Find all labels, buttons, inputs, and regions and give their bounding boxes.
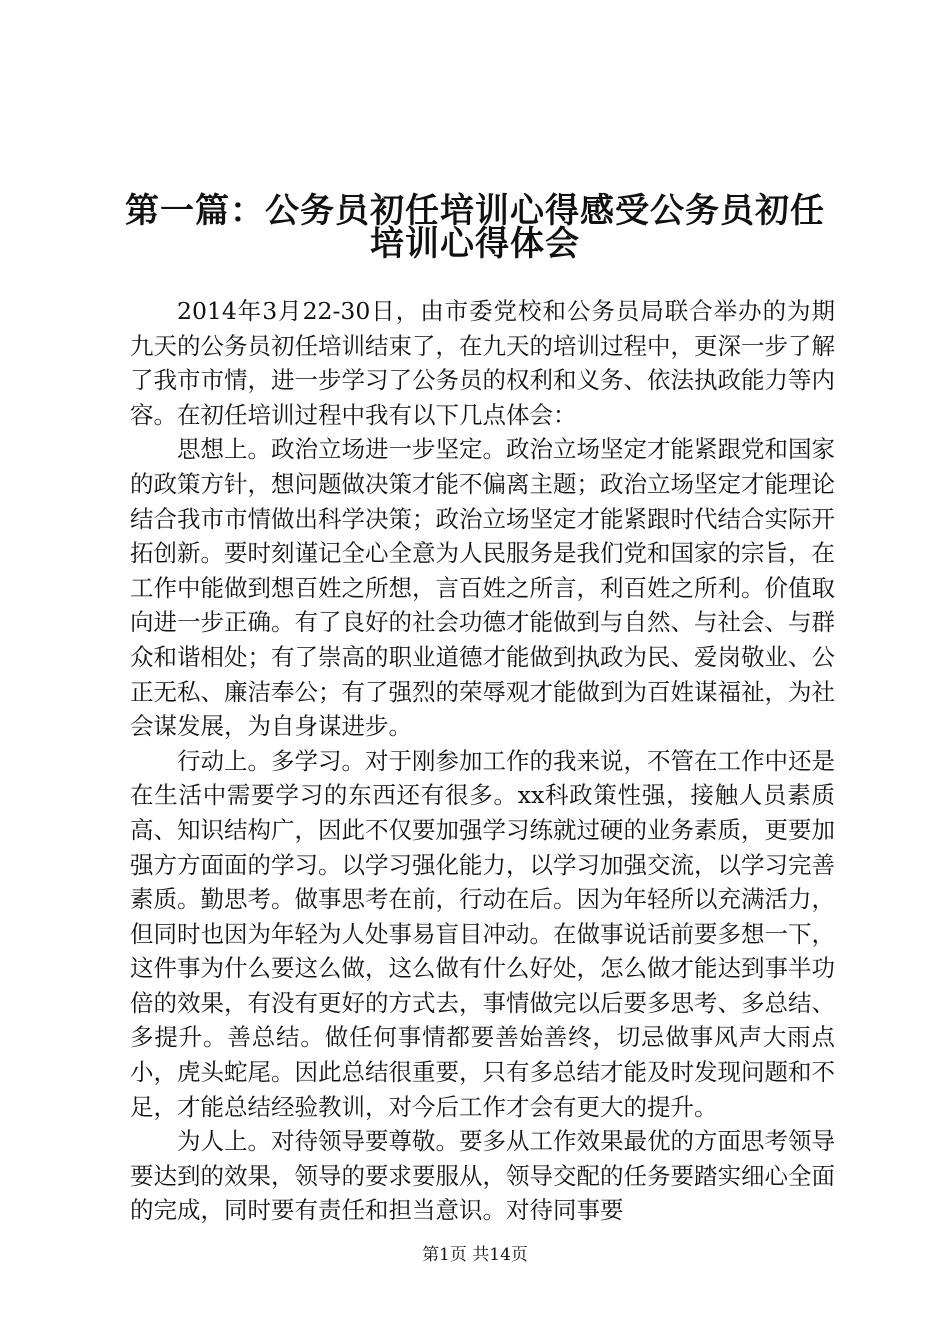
document-body	[130, 294, 835, 1228]
page-footer: 第1页 共14页	[422, 1245, 528, 1265]
paragraph-thought: 思想上。政治立场进一步坚定。政治立场坚定才能紧跟党和国家的政策方针，想问题做决策才能不偏离主题；政治立场坚定才能理论结合我市市情做出科学决策；政治立场坚定才能紧跟时代结合实际开拓创新。要时刻谨记全心全意为人民服务是我们党和国家的宗旨，在工作中能做到想百姓之所想，言百姓之所言，利百姓之所利。价值取向进一步正确。有了良好的社会功德才能做到与自然、与社会、与群众和谐相处；有了崇高的职业道德才能做到执政为民、爱岗敬业、公正无私、廉洁奉公；有了强烈的荣辱观才能做到为百姓谋福祉，为社会谋发展，为自身谋进步。	[130, 435, 835, 741]
paragraph-intro: 2014年3月22-30日，由市委党校和公务员局联合举办的为期九天的公务员初任培训结束了，在九天的培训过程中，更深一步了解了我市市情，进一步学习了公务员的权利和义务、依法执政能力等内容。在初任培训过程中我有以下几点体会：	[130, 297, 835, 429]
document-title-line-2: 培训心得体会	[370, 224, 580, 264]
paragraph-action: 行动上。多学习。对于刚参加工作的我来说，不管在工作中还是在生活中需要学习的东西还有很多。xx科政策性强，接触人员素质高、知识结构广，因此不仅要加强学习练就过硬的业务素质，更要加强方方面面的学习。以学习强化能力，以学习加强交流，以学习完善素质。勤思考。做事思考在前，行动在后。因为年轻所以充满活力，但同时也因为年轻为人处事易盲目冲动。在做事说话前要多想一下，这件事为什么要这么做，这么做有什么好处，怎么做才能达到事半功倍的效果，有没有更好的方式去，事情做完以后要多思考、多总结、多提升。善总结。做任何事情都要善始善终，切忌做事风声大雨点小，虎头蛇尾。因此总结很重要，只有多总结才能及时发现问题和不足，才能总结经验教训，对今后工作才会有更大的提升。	[130, 746, 835, 1121]
paragraph-conduct: 为人上。对待领导要尊敬。要多从工作效果最优的方面思考领导要达到的效果，领导的要求要服从，领导交配的任务要踏实细心全面的完成，同时要有责任和担当意识。对待同事要	[130, 1127, 835, 1225]
document-title-line-1: 第一篇：公务员初任培训心得感受公务员初任	[125, 191, 825, 231]
